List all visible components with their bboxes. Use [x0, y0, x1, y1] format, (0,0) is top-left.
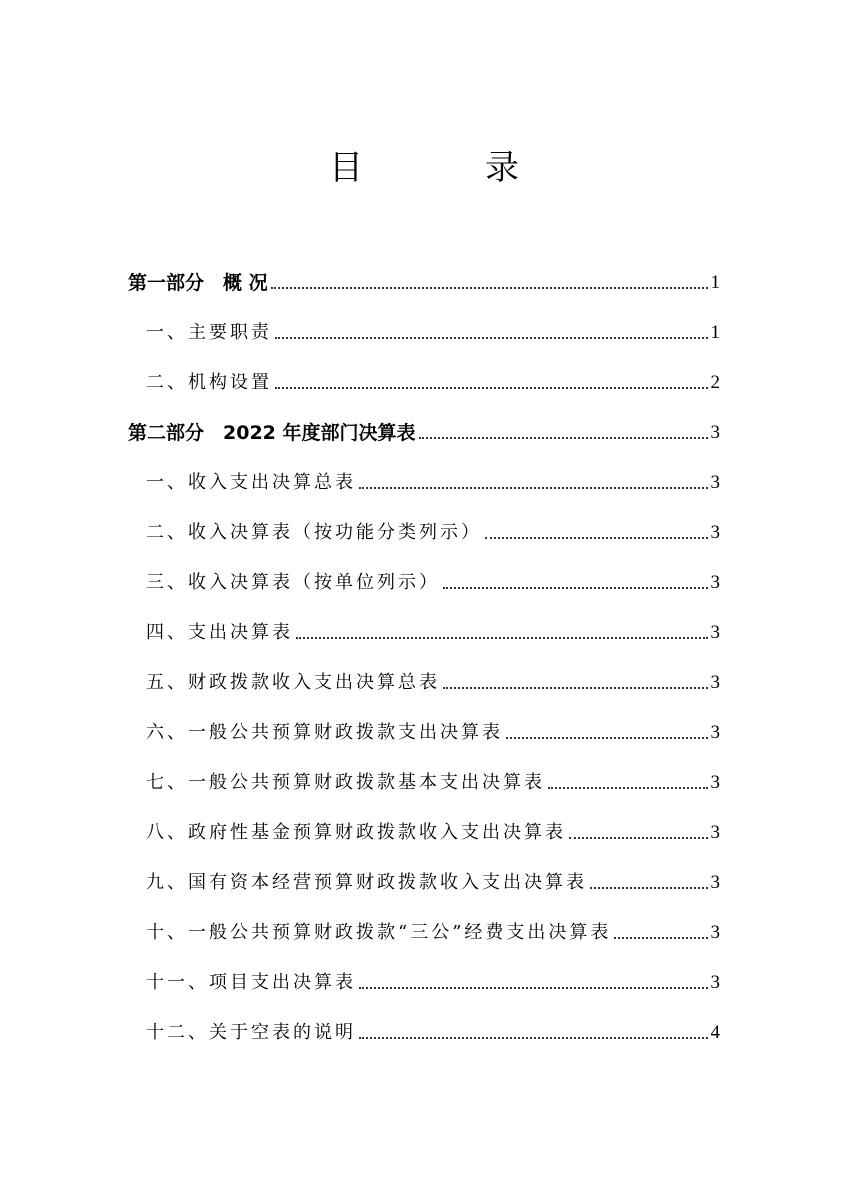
toc-entry-label: 一、收入支出决算总表	[146, 472, 356, 493]
toc-entry[interactable]	[128, 544, 720, 594]
toc-page-number: 3	[710, 872, 720, 893]
toc-entry-label: 十、一般公共预算财政拨款“三公”经费支出决算表	[146, 922, 612, 943]
toc-page-number: 3	[710, 422, 720, 443]
dot-leader	[359, 1037, 708, 1039]
toc-entry[interactable]	[128, 594, 720, 644]
dot-leader	[443, 587, 708, 589]
toc-entry-label: 八、政府性基金预算财政拨款收入支出决算表	[146, 822, 566, 843]
toc-entry-label: 五、财政拨款收入支出决算总表	[146, 672, 440, 693]
toc-page-number: 3	[710, 772, 720, 793]
toc-entry-label: 第一部分 概 况	[128, 272, 268, 294]
page-title: 目 录	[329, 148, 563, 188]
dot-leader	[548, 787, 708, 789]
toc-page-number: 3	[710, 622, 720, 643]
toc-entry[interactable]	[128, 794, 720, 844]
toc-entry[interactable]	[128, 944, 720, 994]
toc-entry-label: 六、一般公共预算财政拨款支出决算表	[146, 722, 503, 743]
toc-page-number: 3	[710, 472, 720, 493]
toc-page-number: 2	[710, 372, 720, 393]
dot-leader	[506, 737, 708, 739]
toc-entry[interactable]	[128, 444, 720, 494]
toc-entry[interactable]	[128, 894, 720, 944]
toc-entry[interactable]	[128, 494, 720, 544]
toc-entry-label: 第二部分 2022 年度部门决算表	[128, 422, 416, 444]
toc-entry[interactable]	[128, 294, 720, 344]
toc-page-number: 3	[710, 522, 720, 543]
dot-leader	[271, 287, 708, 289]
toc-entry-label: 十一、项目支出决算表	[146, 972, 356, 993]
toc-entry[interactable]	[128, 644, 720, 694]
dot-leader	[359, 487, 708, 489]
dot-leader	[569, 837, 708, 839]
toc-entry-label: 十二、关于空表的说明	[146, 1022, 356, 1043]
toc-entry-label: 二、收入决算表（按功能分类列示）	[146, 522, 482, 543]
toc-page-number: 3	[710, 822, 720, 843]
table-of-contents	[128, 244, 720, 1044]
toc-page-number: 3	[710, 672, 720, 693]
toc-entry-label: 一、主要职责	[146, 322, 272, 343]
toc-page-number: 3	[710, 922, 720, 943]
toc-page-number: 3	[710, 722, 720, 743]
dot-leader	[275, 387, 708, 389]
dot-leader	[419, 437, 708, 439]
dot-leader	[275, 337, 708, 339]
toc-page-number: 1	[710, 322, 720, 343]
toc-entry[interactable]	[128, 994, 720, 1044]
dot-leader	[443, 687, 708, 689]
toc-page-number: 1	[710, 272, 720, 293]
dot-leader	[296, 637, 708, 639]
toc-page-number: 3	[710, 972, 720, 993]
toc-page-number: 4	[710, 1022, 720, 1043]
toc-entry[interactable]	[128, 394, 720, 444]
dot-leader	[590, 887, 708, 889]
toc-entry[interactable]	[128, 244, 720, 294]
toc-page-number: 3	[710, 572, 720, 593]
toc-entry-label: 二、机构设置	[146, 372, 272, 393]
toc-entry-label: 四、支出决算表	[146, 622, 293, 643]
dot-leader	[614, 937, 707, 939]
dot-leader	[359, 987, 708, 989]
toc-entry-label: 九、国有资本经营预算财政拨款收入支出决算表	[146, 872, 587, 893]
toc-entry[interactable]	[128, 844, 720, 894]
toc-entry[interactable]	[128, 744, 720, 794]
toc-entry[interactable]	[128, 694, 720, 744]
dot-leader	[485, 537, 708, 539]
toc-entry[interactable]	[128, 344, 720, 394]
toc-entry-label: 七、一般公共预算财政拨款基本支出决算表	[146, 772, 545, 793]
toc-entry-label: 三、收入决算表（按单位列示）	[146, 572, 440, 593]
